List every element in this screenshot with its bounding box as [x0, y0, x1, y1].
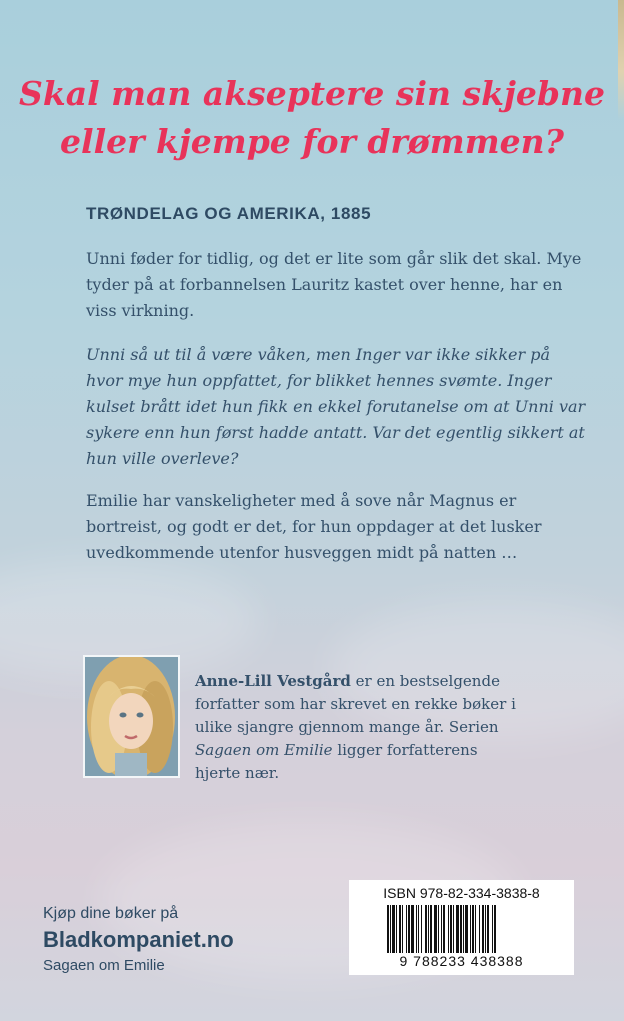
series-name: Sagaen om Emilie [43, 957, 165, 974]
tagline [0, 70, 624, 166]
author-bio-text-2: ligger forfatterens hjerte nær. [195, 741, 478, 782]
barcode-box [349, 880, 574, 975]
author-photo [83, 655, 180, 778]
publisher-block [43, 905, 234, 974]
shop-line: Kjøp dine bøker på [43, 905, 179, 922]
ean-number: 9 788233 438388 [399, 953, 524, 969]
series-title: Sagaen om Emilie [195, 741, 333, 759]
tagline-line-1: Skal man akseptere sin skjebne [19, 74, 605, 113]
blurb-paragraph-1: Unni føder for tidlig, og det er lite som går slik det skal. Mye tyder på at forbannelsen Lauritz kastet over henne, har en viss virkning. [86, 249, 582, 320]
barcode-icon [387, 905, 537, 953]
excerpt-paragraph: Unni så ut til å være våken, men Inger var ikke sikker på hvor mye hun oppfattet, for blikket hennes svømte. Inger kulset brått idet hun fikk en ekkel forutanelse om at Unni var sykere enn hun først hadde antatt. Var det egentlig sikkert at hun ville overleve? [86, 345, 586, 468]
author-name: Anne-Lill Vestgård [195, 672, 351, 690]
tagline-line-2: eller kjempe for drømmen? [60, 122, 564, 161]
publisher-site: Bladkompaniet.no [43, 927, 234, 952]
setting-heading: TRØNDELAG OG AMERIKA, 1885 [86, 204, 372, 223]
blurb-paragraph-3: Emilie har vanskeligheter med å sove når Magnus er bortreist, og godt er det, for hun oppdager at det lusker uvedkommende utenfor husveggen midt på natten … [86, 491, 542, 562]
author-bio [195, 670, 525, 785]
author-bio-text-1: er en bestselgende forfatter som har skrevet en rekke bøker i ulike sjangre gjennom mange år. Serien [195, 672, 516, 736]
author-portrait-illustration [85, 657, 178, 776]
isbn-label: ISBN 978-82-334-3838-8 [383, 885, 540, 901]
